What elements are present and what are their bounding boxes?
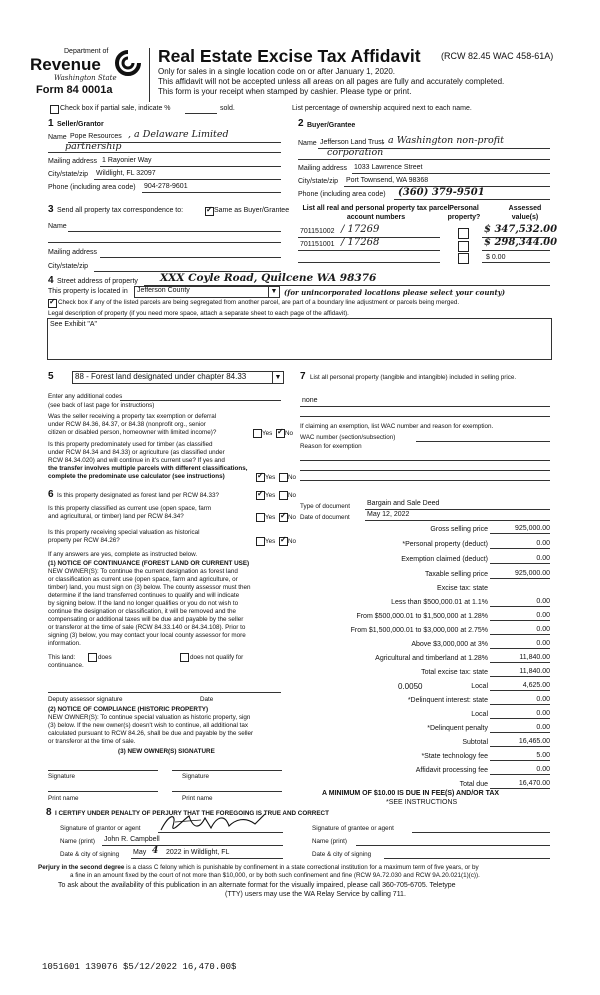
segregate-text: Check box if any of the listed parcels are being segregated from another parcel, are part of a boundary line adjustment or parcels being merged. [58,299,460,306]
seller-phone-label: Phone (including area code) [48,184,136,191]
section-7-number: 7 [300,371,306,382]
document-date-label: Date of document [300,514,350,521]
personal-property-label: List all personal property (tangible and intangible) included in selling price. [310,374,517,381]
header-line-2: This affidavit will not be accepted unless all areas on all pages are fully and accurately completed. [158,77,505,86]
assessed-value[interactable]: $ 298,344.00 [484,237,558,248]
grantee-name-label: Name (print) [312,838,347,845]
grantor-date-month[interactable]: May [133,849,147,856]
see-instructions: *SEE INSTRUCTIONS [386,799,458,806]
grantor-date-city[interactable]: 2022 in Wildlight, FL [166,849,230,856]
section-5-number: 5 [48,371,54,382]
dept-label: Department of [64,48,109,55]
revenue-swirl-icon [114,50,142,76]
no-label: No [288,538,297,545]
document-date[interactable]: May 12, 2022 [367,511,410,518]
assessed-value[interactable]: $ 0.00 [486,254,506,261]
tax-value[interactable]: 0.00 [536,612,550,619]
legal-description-value: See Exhibit "A" [50,321,97,328]
personal-property-checkbox[interactable] [458,253,469,264]
new-owner-signature-heading: (3) NEW OWNER(S) SIGNATURE [118,748,215,755]
does-qualify-checkbox[interactable] [88,653,97,662]
tax-value[interactable]: 0.00 [536,710,550,717]
buyer-phone-label: Phone (including area code) [298,191,386,198]
perjury-line-1: Perjury in the second degree is a class C felony which is punishable by confinement in a state correctional institution for a maximum term of five years, or by [38,864,479,871]
seller-heading: Seller/Grantor [57,121,104,128]
timber-question-line3: RCW 84.34.020) and will continue in it's current use? If yes and [48,457,225,464]
seller-phone[interactable]: 904-278-9601 [144,183,188,190]
same-as-buyer-label: Same as Buyer/Grantee [214,207,290,214]
buyer-name-typed[interactable]: Jefferson Land Trust [320,139,384,146]
deputy-date-label: Date [200,696,214,703]
parcel-handwritten: / 17269 [341,224,380,235]
tax-value[interactable]: 0.00 [536,696,550,703]
buyer-city[interactable]: Port Townsend, WA 98368 [346,177,429,184]
personal-property-checkbox[interactable] [458,228,469,239]
historic-yes-checkbox[interactable] [256,537,265,546]
header-line-1: Only for sales in a single location code on or after January 1, 2020. [158,67,396,76]
chevron-down-icon[interactable]: ▼ [268,287,279,297]
tax-value[interactable]: 4,625.00 [522,682,550,689]
timber-question-line2: under RCW 84.34 and 84.33) or agriculture (as classified under [48,449,225,456]
additional-codes-label: Enter any additional codes [48,393,123,400]
current-use-no-checkbox[interactable] [279,513,288,522]
timber-question-line1: Is this property predominately used for timber (as classified [48,441,213,448]
grantor-date-label: Date & city of signing [60,851,120,858]
wac-number-label: WAC number (section/subsection) [300,434,396,441]
seller-name-typed[interactable]: Pope Resources [70,133,122,140]
parcel-handwritten: / 17268 [341,237,380,248]
grantor-name[interactable]: John R. Campbell [104,836,160,843]
section-4-number: 4 [48,275,54,286]
same-as-buyer-checkbox[interactable] [205,207,214,216]
form-title-ref: (RCW 82.45 WAC 458-61A) [441,51,554,61]
buyer-phone[interactable]: (360) 379-9501 [398,187,485,198]
unincorporated-note: (for unincorporated locations please select your county) [284,288,506,297]
partial-sale-checkbox[interactable] [50,105,59,114]
section-2-number: 2 [298,118,304,129]
tax-value[interactable]: 0.00 [536,555,550,562]
section-3-label: Send all property tax correspondence to: [57,207,184,214]
deputy-signature-label: Deputy assessor signature [48,696,123,703]
no-label: No [285,430,294,437]
tax-value[interactable]: 0.00 [536,766,550,773]
does-not-label: does not qualify for [190,654,244,661]
local-rate[interactable]: 0.0050 [398,682,423,691]
availability-line-2: (TTY) users may use the WA Relay Service by calling 711. [225,891,406,898]
does-not-qualify-checkbox[interactable] [180,653,189,662]
section-1-number: 1 [48,118,54,129]
perjury-line-2: a fine in an amount fixed by the court of not more than $10,000, or by both such confinement and fine (RCW 9A.72.030 and RCW 9A.20.021(1)(c)). [70,872,480,879]
grantor-name-label: Name (print) [60,838,95,845]
does-label: does [98,654,112,661]
minimum-note: A MINIMUM OF $10.00 IS DUE IN FEE(S) AND/OR TAX [322,790,500,797]
dept-name: Revenue [30,55,101,74]
current-use-question-line1: Is this property classified as current use (open space, farm [48,505,212,512]
owner-print-name-label: Print name [182,795,213,802]
certify-statement: I CERTIFY UNDER PENALTY OF PERJURY THAT THE FOREGOING IS TRUE AND CORRECT [55,810,329,817]
no-label: No [288,492,297,499]
chevron-down-icon[interactable]: ▼ [272,372,283,383]
buyer-mailing-label: Mailing address [298,165,348,172]
seller-mailing[interactable]: 1 Rayonier Way [102,157,152,164]
logo [30,48,145,108]
partial-sale-label: Check box if partial sale, indicate % [60,105,171,112]
timber-no-checkbox[interactable] [279,473,288,482]
section-8-number: 8 [46,807,52,818]
forest-yes-checkbox[interactable] [256,491,265,500]
reason-label: Reason for exemption [300,443,362,450]
no-label: No [288,514,297,521]
grantee-signature-label: Signature of grantee or agent [312,825,394,832]
historic-no-checkbox[interactable] [279,537,288,546]
partial-sale-sold: sold. [220,105,235,112]
yes-label: Yes [265,538,276,545]
seller-city-label: City/state/zip [48,171,89,178]
section-3-mailing-label: Mailing address [48,249,98,256]
parcel-number[interactable]: 701151002 [300,228,335,235]
section-6-number: 6 [48,489,54,500]
seller-name-handwritten-2: partnership [65,141,122,152]
tax-value[interactable]: 0.00 [536,598,550,605]
personal-property-checkbox[interactable] [458,241,469,252]
ownership-note: List percentage of ownership acquired next to each name. [292,105,472,112]
grantor-signature-label: Signature of grantor or agent [60,825,141,832]
yes-label: Yes [265,474,276,481]
section-3-name-label: Name [48,223,67,230]
current-use-yes-checkbox[interactable] [256,513,265,522]
see-back-note: (see back of last page for instructions) [48,402,155,409]
if-yes-note: If any answers are yes, complete as instructed below. [48,551,198,558]
continuance-heading: (1) NOTICE OF CONTINUANCE (FOREST LAND OR CURRENT USE) [48,560,250,567]
located-in-label: This property is located in [48,288,128,295]
tax-value[interactable]: 0.00 [536,540,550,547]
buyer-name-handwritten-2: corporation [327,147,384,158]
availability-line-1: To ask about the availability of this publication in an alternate format for the visually impaired, please call 360-705-6705. Teletype [58,882,456,889]
exempt-question-line1: Was the seller receiving a property tax exemption or deferral [48,413,217,420]
owner-signature-label: Signature [182,773,209,780]
seller-mailing-label: Mailing address [48,158,98,165]
timber-question-line5: complete the predominate use calculator (see instructions) [48,473,225,480]
this-land-label: This land: [48,654,76,661]
land-use-value: 88 - Forest land designated under chapter 84.33 [75,372,247,381]
land-use-select[interactable] [72,371,284,384]
exempt-question-line2: under RCW 84.36, 84.37, or 84.38 (nonprofit org., senior [48,421,206,428]
no-label: No [288,474,297,481]
seller-name-handwritten: , a Delaware Limited [128,129,229,140]
header-line-3: This form is your receipt when stamped by cashier. Please type or print. [158,87,412,96]
exempt-yes-checkbox[interactable] [253,429,262,438]
legal-description-label: Legal description of property (if you need more space, attach a separate sheet to each page of the affidavit). [48,310,349,317]
parcel-number[interactable]: 701151001 [300,241,335,248]
buyer-name-handwritten: , a Washington non-profit [382,135,504,146]
buyer-city-label: City/state/zip [298,178,339,185]
document-type[interactable]: Bargain and Sale Deed [367,500,440,507]
owner-print-name-label: Print name [48,795,79,802]
legal-description-box[interactable] [47,318,552,360]
seller-city[interactable]: Wildlight, FL 32097 [96,170,156,177]
timber-question-line4: the transfer involves multiple parcels with different classifications, [48,465,248,472]
street-address-label: Street address of property [57,278,138,285]
grantee-date-label: Date & city of signing [312,851,372,858]
tax-value[interactable]: 925,000.00 [514,525,550,532]
tax-value[interactable]: 0.00 [536,626,550,633]
continuance-label: continuance. [48,662,84,669]
historic-question-line2: property per RCW 84.26? [48,537,120,544]
tax-value[interactable]: 0.00 [536,724,550,731]
street-address[interactable]: XXX Coyle Road, Quilcene WA 98376 [160,272,377,284]
timber-yes-checkbox[interactable] [256,473,265,482]
county-select-value: Jefferson County [137,287,190,294]
section-3-number: 3 [48,204,54,215]
form-title: Real Estate Excise Tax Affidavit [158,46,421,66]
tax-value[interactable]: 0.00 [536,640,550,647]
parcels-header-list: List all real and personal property tax parcel account numbers [302,205,450,221]
tax-value[interactable]: 11,840.00 [519,668,550,675]
county-select[interactable] [134,286,280,298]
section-3-city-label: City/state/zip [48,263,89,270]
seller-name-label: Name [48,134,67,141]
form-number: Form 84 0001a [36,84,113,96]
personal-property-value[interactable]: none [302,397,318,404]
tax-value[interactable]: 16,470.00 [518,780,550,787]
buyer-name-label: Name [298,140,317,147]
owner-signature-label: Signature [48,773,75,780]
tax-value[interactable]: 925,000.00 [514,570,550,577]
forest-land-question: Is this property designated as forest land per RCW 84.33? [57,492,220,499]
document-type-label: Type of document [300,503,351,510]
state-label: Washington State [54,74,117,82]
segregate-checkbox[interactable] [48,299,57,308]
tax-value[interactable]: 5.00 [536,752,550,759]
exempt-no-checkbox[interactable] [276,429,285,438]
parcels-header-personal: Personal property? [447,205,481,221]
buyer-heading: Buyer/Grantee [307,122,356,129]
grantor-date-day[interactable]: 4 [152,846,159,856]
yes-label: Yes [265,492,276,499]
parcels-header-assessed: Assessed value(s) [508,205,542,221]
yes-label: Yes [262,430,273,437]
historic-question-line1: Is this property receiving special valuation as historical [48,529,200,536]
exempt-question-line3: citizen or disabled person, homeowner with limited income)? [48,429,217,436]
yes-label: Yes [265,514,276,521]
current-use-question-line2: and agricultural, or timber) land per RCW 84.34? [48,513,184,520]
claim-exemption-note: If claiming an exemption, list WAC number and reason for exemption. [300,423,494,430]
buyer-mailing[interactable]: 1033 Lawrence Street [354,164,423,171]
compliance-heading: (2) NOTICE OF COMPLIANCE (HISTORIC PROPERTY) [48,706,209,713]
tax-value[interactable]: 11,840.00 [519,654,550,661]
tax-value[interactable]: 16,465.00 [518,738,550,745]
forest-no-checkbox[interactable] [279,491,288,500]
assessed-value[interactable]: $ 347,532.00 [484,224,558,235]
cashier-stamp: 1051601 139076 $5/12/2022 16,470.00$ [42,962,237,972]
